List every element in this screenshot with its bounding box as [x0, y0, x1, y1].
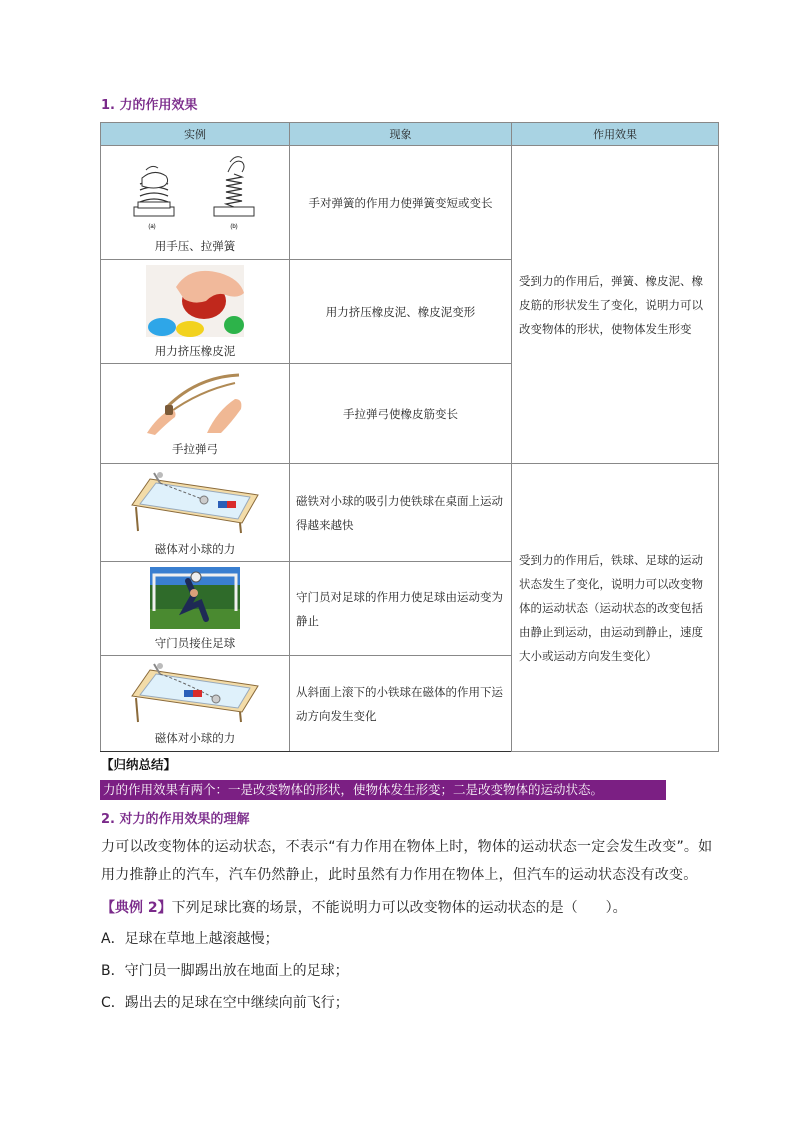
phenomenon-cell: 守门员对足球的作用力使足球由运动变为静止 [290, 562, 512, 656]
magnet-table-illustration [130, 469, 260, 535]
example-caption: 手拉弹弓 [172, 441, 218, 456]
effect-cell-motion: 受到力的作用后，铁球、足球的运动状态发生了变化，说明力可以改变物体的运动状态（运动状态的改变包括由静止到运动，由运动到静止，速度大小或运动方向发生变化） [512, 464, 719, 752]
example-caption: 用手压、拉弹簧 [154, 238, 236, 253]
clay-illustration [146, 265, 244, 337]
summary-label: 【归纳总结】 [101, 757, 177, 772]
header-example: 实例 [101, 123, 290, 146]
phenomenon-cell: 用力挤压橡皮泥、橡皮泥变形 [290, 260, 512, 364]
force-effects-table [100, 122, 719, 752]
example-caption: 磁体对小球的力 [154, 541, 236, 556]
slingshot-illustration [145, 371, 245, 435]
example-cell [101, 146, 290, 260]
magnet-table-illustration [130, 662, 260, 724]
example-cell [101, 260, 290, 364]
explanation-paragraph: 力可以改变物体的运动状态，不表示“有力作用在物体上时，物体的运动状态一定会发生改变”。如用力推静止的汽车，汽车仍然静止，此时虽然有力作用在物体上，但汽车的运动状态没有改变。 [101, 839, 713, 883]
phenomenon-cell: 手拉弹弓使橡皮筋变长 [290, 364, 512, 464]
table-row [101, 146, 719, 260]
header-phenomenon: 现象 [290, 123, 512, 146]
example-caption: 守门员接住足球 [154, 635, 236, 650]
phenomenon-cell: 磁铁对小球的吸引力使铁球在桌面上运动得越来越快 [290, 464, 512, 562]
table-row [101, 464, 719, 562]
option-c: C．踢出去的足球在空中继续向前飞行； [101, 995, 349, 1011]
example-question [101, 898, 627, 918]
section-title-1: 1. 力的作用效果 [101, 98, 198, 113]
example-caption: 用力挤压橡皮泥 [154, 343, 236, 358]
example-cell [101, 464, 290, 562]
section-title-2: 2. 对力的作用效果的理解 [101, 812, 250, 827]
sub-label-b: (b) [230, 223, 238, 230]
header-effect: 作用效果 [512, 123, 719, 146]
example-cell [101, 656, 290, 752]
effect-cell-shape: 受到力的作用后，弹簧、橡皮泥、橡皮筋的形状发生了变化，说明力可以改变物体的形状，使物体发生形变 [512, 146, 719, 464]
option-a: A．足球在草地上越滚越慢； [101, 931, 279, 947]
question-text: 下列足球比赛的场景，不能说明力可以改变物体的运动状态的是（ ）。 [171, 900, 627, 916]
phenomenon-cell: 手对弹簧的作用力使弹簧变短或变长 [290, 146, 512, 260]
option-b: B．守门员一脚踢出放在地面上的足球； [101, 963, 349, 979]
phenomenon-cell: 从斜面上滚下的小铁球在磁体的作用下运动方向发生变化 [290, 656, 512, 752]
example-cell [101, 364, 290, 464]
goalkeeper-photo [150, 567, 240, 629]
example-cell [101, 562, 290, 656]
example-caption: 磁体对小球的力 [154, 730, 236, 745]
spring-illustration [130, 152, 260, 232]
example-label: 【典例 2】 [101, 900, 172, 916]
summary-text: 力的作用效果有两个：一是改变物体的形状，使物体发生形变；二是改变物体的运动状态。 [100, 780, 666, 800]
sub-label-a: (a) [148, 223, 156, 230]
